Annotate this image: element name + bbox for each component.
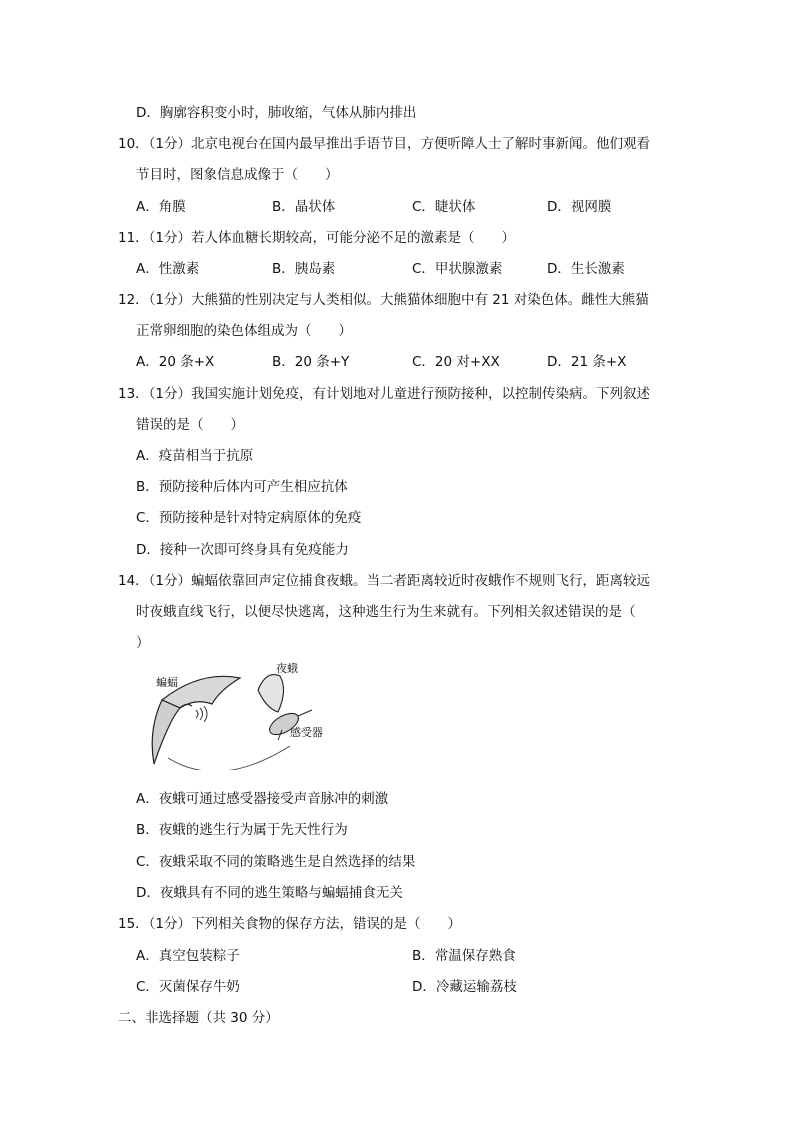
q12-option-a: A．20 条+X [136,354,215,370]
q14-stem-line2: 时夜蛾直线飞行，以便尽快逃离，这种逃生行为生来就有。下列相关叙述错误的是（ [136,604,636,620]
q10-option-b: B．晶状体 [272,199,336,215]
q10-option-a: A．角膜 [136,199,186,215]
q13-option-a: A．疫苗相当于抗原 [136,448,254,464]
q11-option-b: B．胰岛素 [272,261,336,277]
figure-label-sensor: 感受器 [290,726,323,739]
q10-stem-line2: 节目时，图象信息成像于（ ） [136,167,339,183]
q15-stem-line1: 15．（1分）下列相关食物的保存方法，错误的是（ ） [118,916,462,932]
q13-stem-line2: 错误的是（ ） [136,417,244,433]
q13-option-c: C．预防接种是针对特定病原体的免疫 [136,510,362,526]
q12-stem-line1: 12．（1分）大熊猫的性别决定与人类相似。大熊猫体细胞中有 21 对染色体。雌性大熊猫 [118,292,649,308]
q15-option-b: B．常温保存熟食 [412,948,516,964]
q10-option-c: C．睫状体 [412,199,476,215]
q11-option-a: A．性激素 [136,261,200,277]
flight-path [168,746,290,770]
q14-option-c: C．夜蛾采取不同的策略逃生是自然选择的结果 [136,854,416,870]
q11-stem-line1: 11．（1分）若人体血糖长期较高，可能分泌不足的激素是（ ） [118,230,516,246]
figure-label-moth: 夜蛾 [276,662,298,675]
q13-option-b: B．预防接种后体内可产生相应抗体 [136,479,348,495]
bat-body-shape [152,700,180,764]
q11-option-d: D．生长激素 [547,261,625,277]
q10-option-d: D．视网膜 [547,199,612,215]
q15-option-a: A．真空包装粽子 [136,948,240,964]
figure-label-bat: 蝙蝠 [156,676,178,689]
q13-stem-line1: 13．（1分）我国实施计划免疫，有计划地对儿童进行预防接种，以控制传染病。下列叙述 [118,386,651,402]
moth-wing-shape [258,675,284,712]
q14-option-d: D．夜蛾具有不同的逃生策略与蝙蝠捕食无关 [136,885,403,901]
sound-wave [196,710,198,718]
q12-option-c: C．20 对+XX [412,354,500,370]
q15-option-c: C．灭菌保存牛奶 [136,979,240,995]
q13-option-d: D．接种一次即可终身具有免疫能力 [136,542,349,558]
q14-option-b: B．夜蛾的逃生行为属于先天性行为 [136,822,348,838]
section-title-nonchoice: 二、非选择题（共 30 分） [118,1010,279,1026]
q9-option-d: D．胸廓容积变小时，肺收缩，气体从肺内排出 [136,105,417,121]
bat-moth-figure [140,660,360,770]
q14-option-a: A．夜蛾可通过感受器接受声音脉冲的刺激 [136,791,389,807]
q14-stem-line1: 14．（1分）蝙蝠依靠回声定位捕食夜蛾。当二者距离较近时夜蛾作不规则飞行，距离较远 [118,573,651,589]
q15-option-d: D．冷藏运输荔枝 [412,979,517,995]
q11-option-c: C．甲状腺激素 [412,261,503,277]
q12-option-d: D．21 条+X [547,354,627,370]
q12-option-b: B．20 条+Y [272,354,350,370]
q14-stem-line3: ） [136,635,150,651]
q10-stem-line1: 10．（1分）北京电视台在国内最早推出手语节目，方便听障人士了解时事新闻。他们观看 [118,136,651,152]
q12-stem-line2: 正常卵细胞的染色体组成为（ ） [136,323,352,339]
